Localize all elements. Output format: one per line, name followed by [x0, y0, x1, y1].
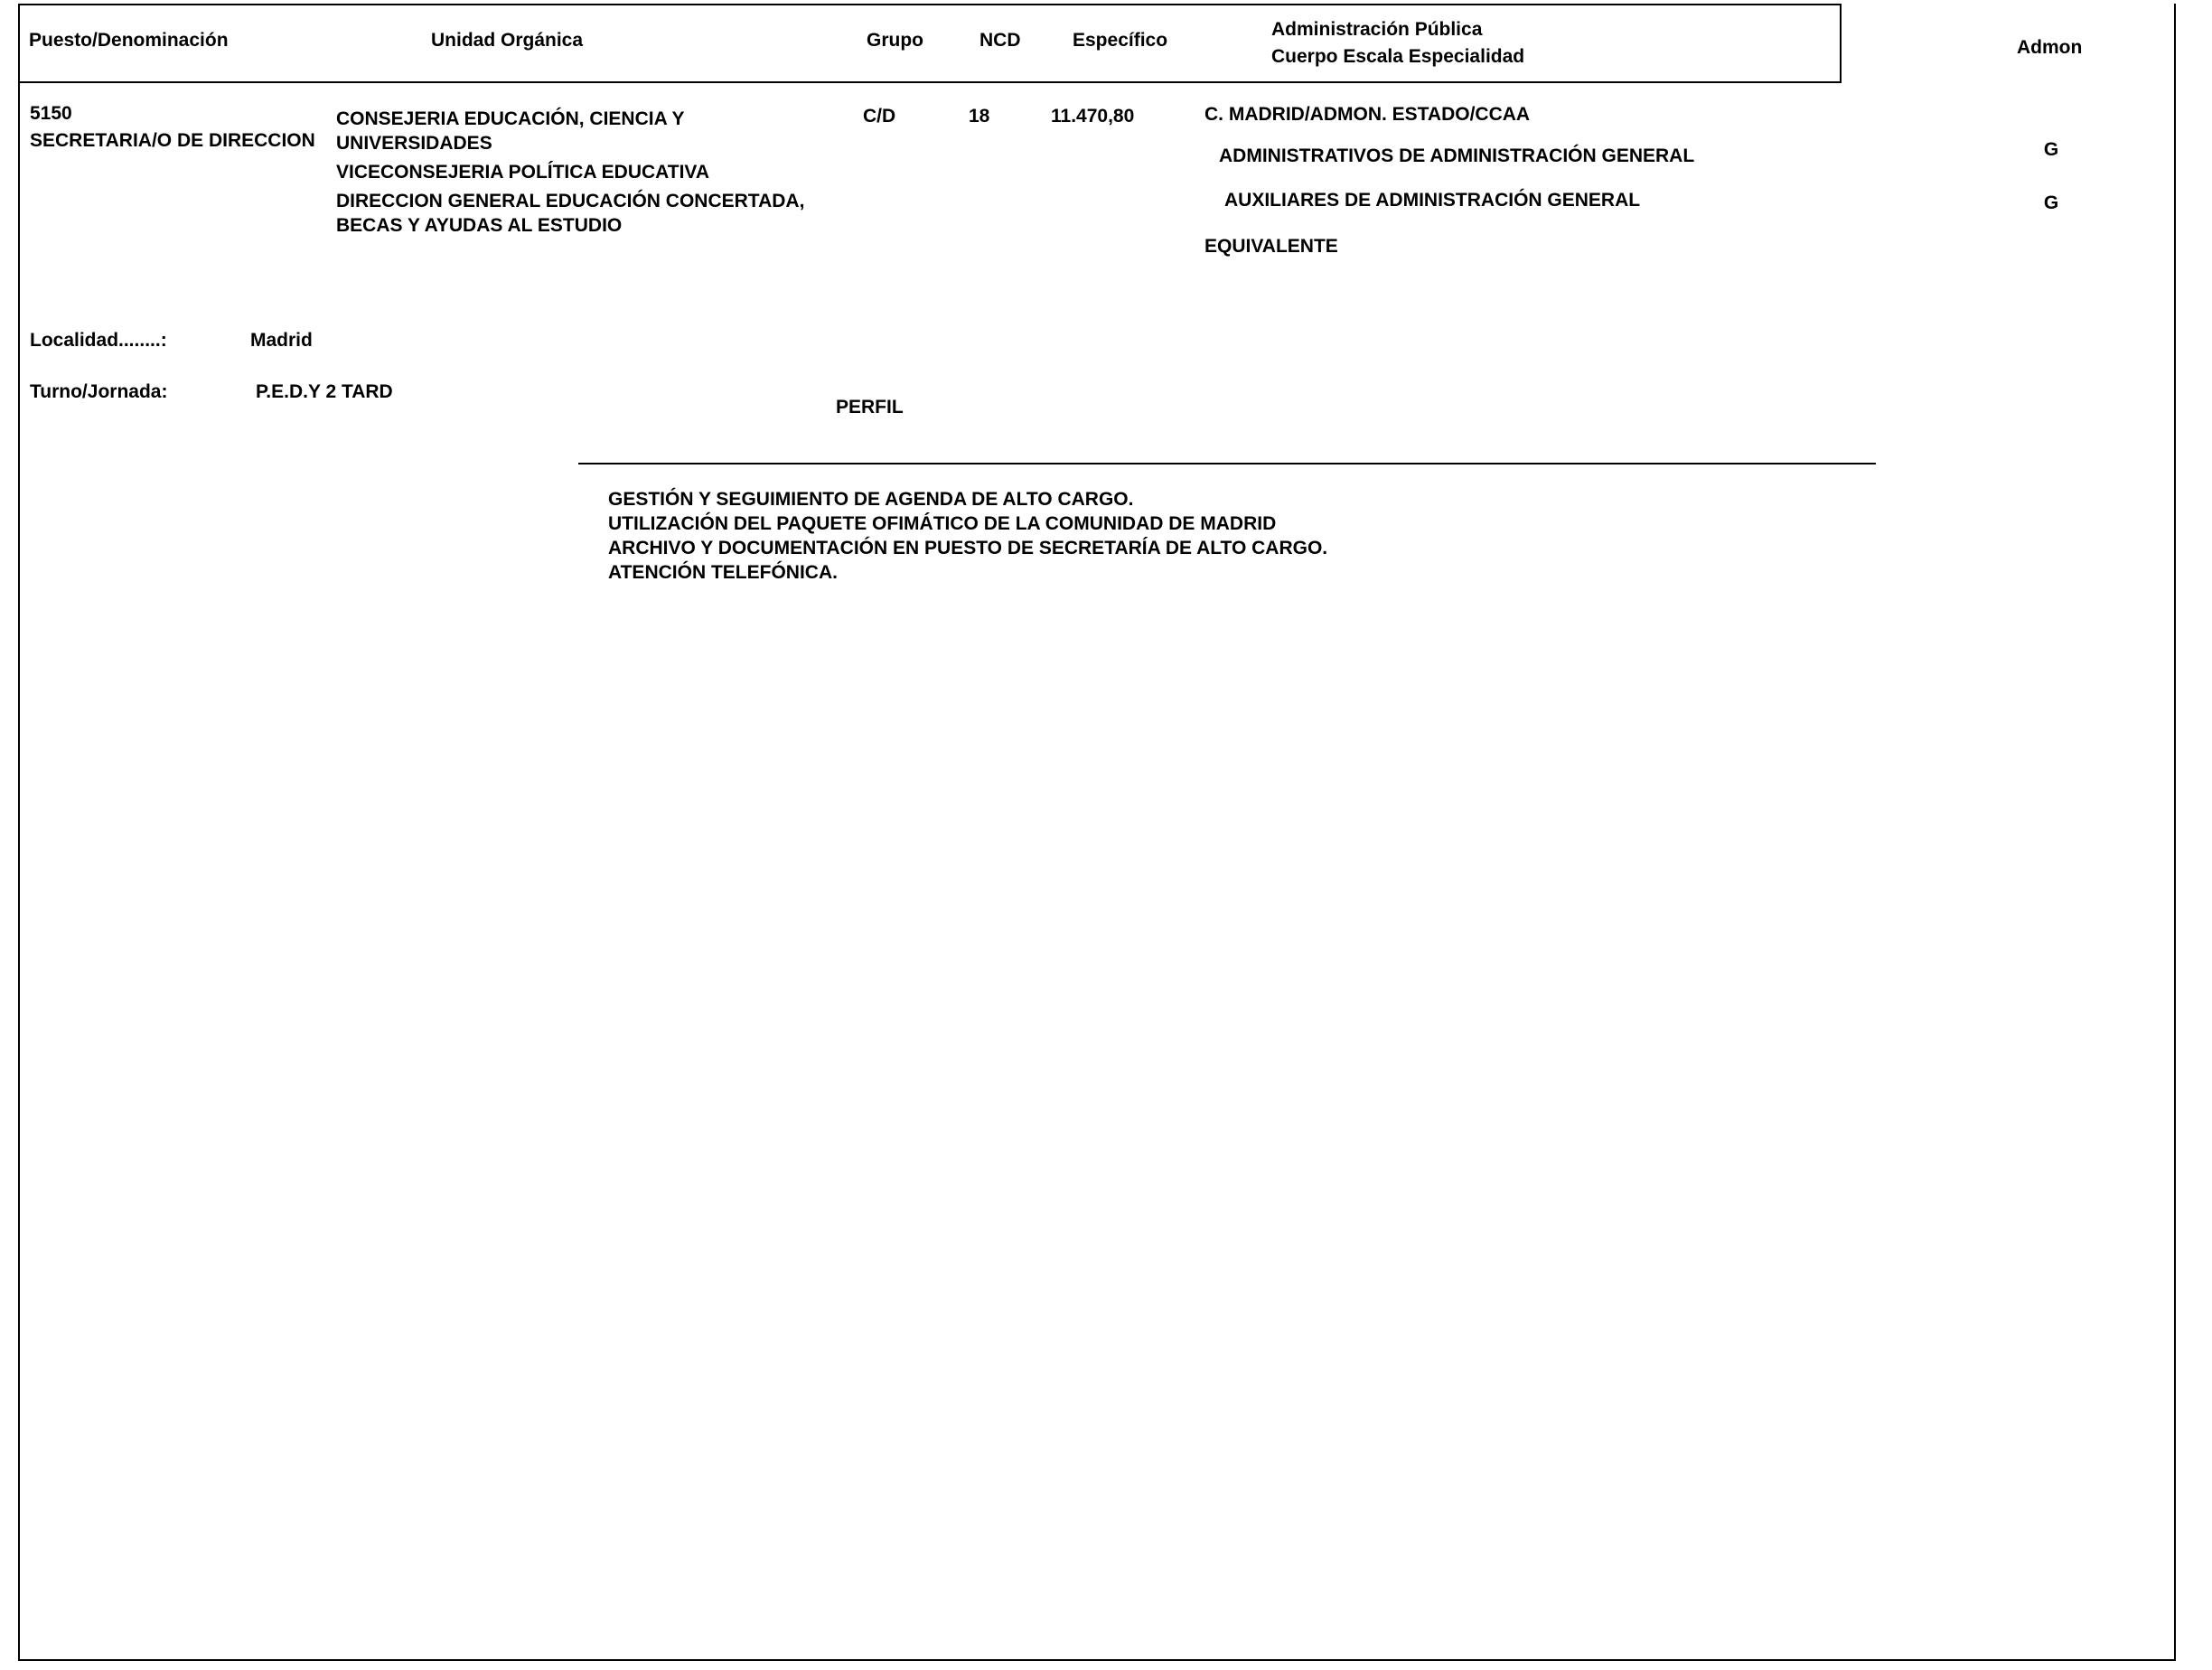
cell-especifico: 11.470,80: [1051, 106, 1135, 127]
perfil-line-1: GESTIÓN Y SEGUIMIENTO DE AGENDA DE ALTO CARGO.: [608, 489, 1134, 510]
administracion-line-4: EQUIVALENTE: [1204, 236, 1338, 257]
column-header-unidad: Unidad Orgánica: [431, 30, 584, 51]
cell-unidad-organica: [336, 107, 806, 238]
cell-ncd: 18: [969, 106, 990, 127]
perfil-divider: [578, 463, 1876, 464]
table-header: [18, 4, 2083, 83]
cell-administracion: [1204, 102, 2018, 258]
unidad-line-1: CONSEJERIA EDUCACIÓN, CIENCIA Y UNIVERSIDADES: [336, 108, 685, 154]
value-turno: P.E.D.Y 2 TARD: [256, 381, 393, 402]
column-header-ncd: NCD: [979, 30, 1021, 51]
column-header-especifico: Específico: [1073, 30, 1168, 51]
cell-puesto-name: SECRETARIA/O DE DIRECCION: [30, 130, 315, 151]
perfil-line-2: UTILIZACIÓN DEL PAQUETE OFIMÁTICO DE LA COMUNIDAD DE MADRID: [608, 513, 1277, 534]
column-header-administracion: [1271, 16, 1524, 70]
column-header-administracion-line2: Cuerpo Escala Especialidad: [1271, 46, 1525, 67]
column-header-grupo: Grupo: [867, 30, 923, 51]
cell-puesto-code: 5150: [30, 103, 72, 124]
value-localidad: Madrid: [250, 330, 313, 351]
perfil-title: PERFIL: [836, 397, 904, 418]
administracion-line-2: ADMINISTRATIVOS DE ADMINISTRACIÓN GENERAL: [1219, 145, 1695, 166]
unidad-line-2: VICECONSEJERIA POLÍTICA EDUCATIVA: [336, 162, 710, 183]
perfil-line-4: ATENCIÓN TELEFÓNICA.: [608, 562, 838, 583]
perfil-body: [608, 487, 1964, 585]
perfil-line-3: ARCHIVO Y DOCUMENTACIÓN EN PUESTO DE SECRETARÍA DE ALTO CARGO.: [608, 538, 1328, 558]
cell-grupo: C/D: [863, 106, 896, 127]
unidad-line-3: DIRECCION GENERAL EDUCACIÓN CONCERTADA, BECAS Y AYUDAS AL ESTUDIO: [336, 191, 805, 236]
label-localidad: Localidad........:: [30, 330, 167, 351]
column-header-administracion-line1: Administración Pública: [1271, 19, 1483, 40]
administracion-line-1: C. MADRID/ADMON. ESTADO/CCAA: [1204, 104, 1531, 125]
cell-admon-2: G: [2043, 192, 2059, 213]
cell-admon-1: G: [2043, 139, 2059, 160]
column-header-admon: Admon: [2017, 37, 2083, 58]
administracion-line-3: AUXILIARES DE ADMINISTRACIÓN GENERAL: [1224, 190, 1641, 211]
column-header-puesto: Puesto/Denominación: [29, 30, 229, 51]
label-turno: Turno/Jornada:: [30, 381, 168, 402]
